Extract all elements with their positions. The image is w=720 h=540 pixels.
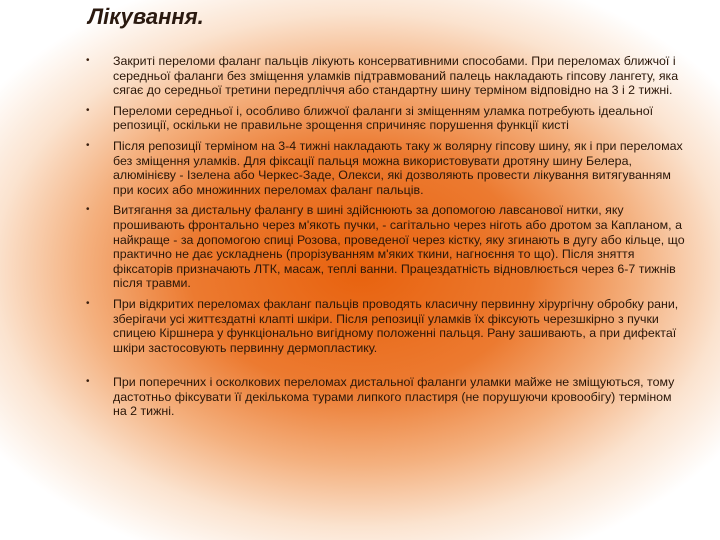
bullet-text: Витягання за дистальну фалангу в шині здійснюють за допомогою лавсанової нитки, яку прошивають фронтально через м'якоть пучки, - сагітально через ніготь або дротом за Капланом, а найкраще - за допомогою спиці Розова, проведеної через кістку, яку згинають в дугу або кільце, що практично не дає ускладнень (прорізуванням м'яких ткини, нагноєння то що). Після зняття фіксаторів призначають ЛТК, масаж, теплі ванни. Працездатність відновлюється через 6-7 тижнів після травми. — [113, 203, 685, 291]
bullet-dot-icon: • — [86, 139, 90, 151]
bullet-text: При відкритих переломах факланг пальців проводять класичну первинну хірургічну обробку рани, зберігачи усі життєздатні клапті шкіри. Після репозиції уламків їх фіксують черезшкірно з пучки спицею Кіршнера у функціонально вигідному положенні пальця. Рану зашивають, а при дифектаї шкіри застосовують первинну дермопластику. — [113, 296, 679, 355]
bullet-dot-icon: • — [86, 55, 90, 66]
bullet-dot-icon: • — [86, 104, 90, 116]
bullet-item — [86, 375, 686, 419]
bullet-dot-icon: • — [86, 204, 90, 216]
bullet-dot-icon: • — [86, 376, 90, 388]
bullet-text: При поперечних і осколкових переломах дистальної фаланги уламки майже не зміщуються, тому дастотньо фіксувати її декількома турами липкого пластиря (не порушуючи кровообігу) терміном на 2 тижні. — [113, 375, 675, 419]
bullet-item — [86, 54, 686, 98]
bullet-item — [86, 139, 686, 197]
bullet-text: Переломи середньої і, особливо ближчої фаланги зі зміщенням уламка потребують ідеальної репозиції, оскільки не правильне зрощення спричиняє порушення функції кисті — [113, 103, 654, 133]
bullet-item — [86, 104, 686, 133]
bullet-list — [86, 54, 686, 419]
bullet-text: Після репозиції терміном на 3-4 тижні накладають таку ж волярну гіпсову шину, як і при переломах без зміщення уламків. Для фіксації пальця можна використовувати дротяну шину Белера, алюмінієву - Ізелена або Черкес-Заде, Олекси, які дозволяють провести лікування витягуванням при косих або множинних переломах фаланг пальців. — [113, 138, 683, 197]
slide-title: Лікування. — [88, 4, 204, 29]
bullet-text: Закриті переломи фаланг пальців лікують консервативними способами. При переломах ближчої і середньої фаланги без зміщення уламків підтравмований палець накладають гіпсову лангету, яка сягає до середньої третини передпліччя або стандартну шину терміном відповідно на 3 і 2 тижні. — [113, 54, 679, 98]
bullet-dot-icon: • — [86, 297, 90, 309]
bullet-item — [86, 297, 686, 355]
bullet-item — [86, 203, 686, 291]
